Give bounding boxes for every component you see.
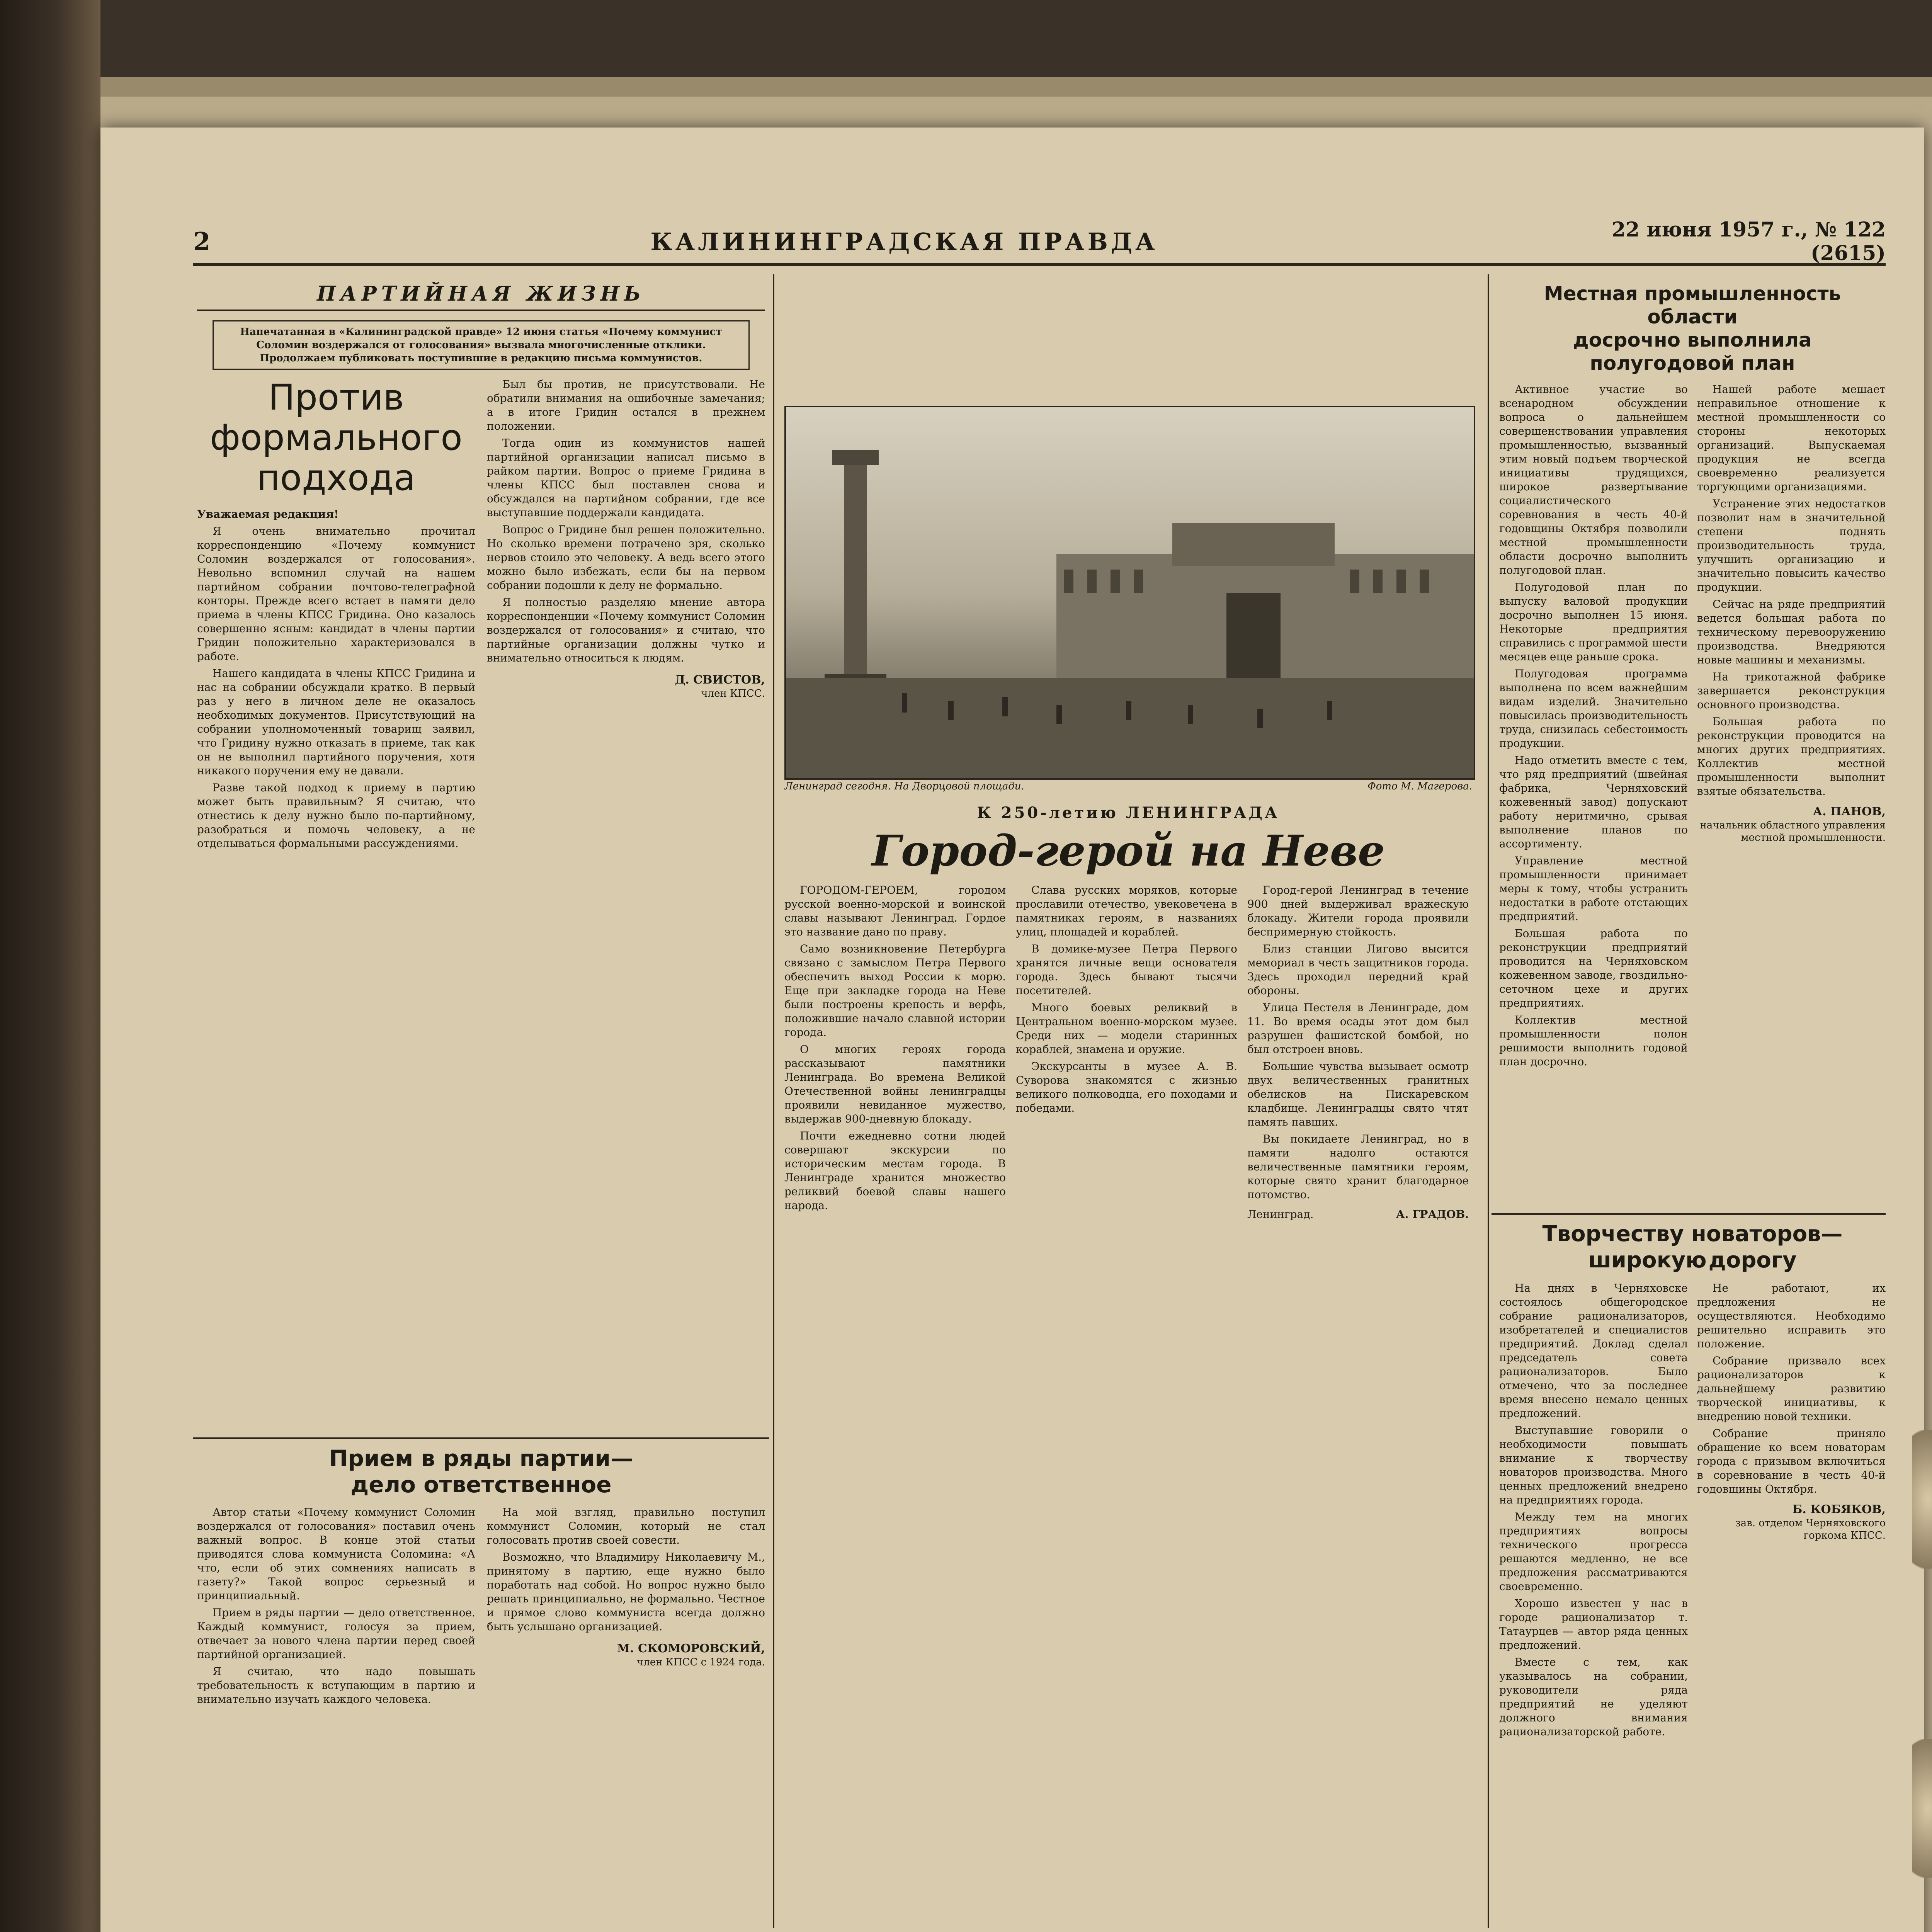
paragraph: О многих героях города рассказывают памятники Ленинграда. Во времена Великой Отечественной войны ленинградцы проявили невиданное мужество, выдержав 900-дневную блокаду. [784,1043,1006,1125]
paragraph: Большие чувства вызывает осмотр двух величественных гранитных обелисков на Пискаревском кладбище. Ленинградцы свято чтят память павших. [1247,1060,1469,1128]
masthead [193,220,1886,266]
page-number: 2 [193,227,211,256]
article-title: Город-герой на Неве [871,826,1385,876]
article-title-line1: Против формального [210,377,463,458]
article-title-line1: Прием в ряды партии— [329,1445,633,1471]
paragraph: Вместе с тем, как указывалось на собрании, руководители ряда предприятий не уделяют должного внимания рационализаторской работе. [1499,1656,1688,1738]
article-title-line2: широкую [1588,1248,1707,1273]
paragraph: Полугодовой план по выпуску валовой продукции досрочно выполнен 15 июня. Некоторые предприятия справились с программой шести месяцев еще раньше срока. [1499,581,1688,663]
paragraph: Я полностью разделяю мнение автора корреспонденции «Почему коммунист Соломин воздержался от голосования» и считаю, что партийные организации должны чутко и внимательно относиться к людям. [487,596,765,664]
paragraph: Собрание приняло обращение ко всем новаторам города с призывом включиться в соревнование в честь 40-й годовщины Октября. [1697,1427,1886,1495]
book-binding-edge [0,0,100,1932]
paragraph: В домике-музее Петра Первого хранятся личные вещи основателя города. Здесь бывают тысячи посетителей. [1016,942,1237,997]
paragraph: Управление местной промышленности принимает меры к тому, чтобы устранить недостатки в работе отстающих предприятий. [1499,854,1688,923]
paragraph: Почти ежедневно сотни людей совершают экскурсии по историческим местам города. В Ленинграде хранится множество реликвий боевой славы нашего народа. [784,1129,1006,1212]
paragraph: Сейчас на ряде предприятий ведется большая работа по техническому перевооружению производства. Внедряются новые машины и механизмы. [1697,598,1886,666]
paragraph: Выступавшие говорили о необходимости повышать внимание к творчеству новаторов производства. Много ценных предложений внедрено на предприятиях города. [1499,1424,1688,1506]
author-title: член КПСС с 1924 года. [637,1656,765,1668]
author-title: зав. отделом Черняховского горкома КПСС. [1735,1517,1886,1541]
article-body-col2 [1016,883,1237,1221]
paragraph: Я считаю, что надо повышать требовательность к вступающим в партию и внимательно изучать каждого человека. [197,1665,475,1706]
column-rule [1488,274,1489,1928]
author-signature: Д. СВИСТОВ, [675,673,765,687]
article-body-col3 [1247,883,1469,1221]
paragraph: Нашей работе мешает неправильное отношение к местной промышленности со стороны некоторых организаций. Выпускаемая продукция не всегда своевременно реализуется торгующими организациями. [1697,383,1886,493]
rubric-party-life: ПАРТИЙНАЯ ЖИЗНЬ [197,282,765,311]
binding-clip [1912,1739,1932,1878]
article-body [487,378,765,665]
paragraph: Город-герой Ленинград в течение 900 дней выдерживал вражескую блокаду. Жители города проявили беспримерную стойкость. [1247,884,1469,938]
author-signature: А. ГРАДОВ. [1396,1208,1469,1221]
article-rule [1492,1213,1886,1215]
article-body-right [1697,1281,1886,1496]
paragraph: Вопрос о Гридине был решен положительно. Но сколько времени потрачено зря, сколько нервов стоило это человеку. А ведь всего этого можно было избежать, если бы на первом собрании подошли к делу не формально. [487,523,765,592]
article-body-left [1499,383,1688,1072]
paragraph: Близ станции Лигово высится мемориал в честь защитников города. Здесь проходил передний край обороны. [1247,942,1469,997]
paragraph: ГОРОДОМ-ГЕРОЕМ, городом русской военно-морской и воинской славы называют Ленинград. Гордое это название дано по праву. [784,884,1006,938]
paragraph: На днях в Черняховске состоялось общегородское собрание рационализаторов, изобретателей и специалистов предприятий. Доклад сделал председатель совета рационализаторов. Было отмечено, что за последнее время внесено немало ценных предложений. [1499,1282,1688,1420]
article-title-line1: Местная промышленность области [1544,282,1841,328]
paragraph: Большая работа по реконструкции проводится на многих других предприятиях. Коллектив местной промышленности выполнит взятые обязательства. [1697,715,1886,798]
paragraph: Прием в ряды партии — дело ответственное. Каждый коммунист, голосуя за прием, отвечает за нового члена партии перед своей партийной организацией. [197,1606,475,1661]
local-industry-article [1499,282,1886,1209]
paragraph: Активное участие во всенародном обсуждении вопроса о дальнейшем совершенствовании управления промышленностью, вызванный этим новый подъем творческой инициативы трудящихся, широкое развертывание социалистического соревнования в честь 40-й годовщины Октября позволили местной промышленности области досрочно выполнить полугодовой план. [1499,383,1688,577]
party-life-section [197,282,765,1434]
paragraph: Улица Пестеля в Ленинграде, дом 11. Во время осады этот дом был разрушен фашистской бомбой, но был отстроен вновь. [1247,1001,1469,1056]
author-signature: М. СКОМОРОВСКИЙ, [617,1642,765,1655]
paragraph: Хорошо известен у нас в городе рационализатор т. Татаурцев — автор ряда ценных предложений. [1499,1597,1688,1651]
article-title-line1: Творчеству новаторов— [1542,1221,1843,1247]
paragraph: Полугодовая программа выполнена по всем важнейшим видам изделий. Значительно повысилась производительность труда, снизилась себестоимость продукции. [1499,667,1688,750]
dateline: Ленинград. [1247,1208,1314,1221]
article-rule [193,1437,769,1439]
paragraph: Нашего кандидата в члены КПСС Гридина и нас на собрании обсуждали кратко. В первый раз у него в личном деле не оказалось необходимых документов. Присутствующий на собрании уполномоченный товарищ заявил, что Гридину нужно отказать в приеме, так как он не выполнил партийного поручения, хотя никакого поручения ему не давали. [197,667,475,777]
paragraph: Экскурсанты в музее А. В. Суворова знакомятся с жизнью великого полководца, его походами и победами. [1016,1060,1237,1114]
article-body [487,1505,765,1634]
paragraph: Между тем на многих предприятиях вопросы технического прогресса решаются медленно, не все предложения рассматриваются своевременно. [1499,1510,1688,1593]
article-body [197,524,475,850]
author-signature: Б. КОБЯКОВ, [1792,1503,1886,1516]
photo-drawing [786,407,1474,778]
binding-clip [1912,1430,1932,1569]
salutation: Уважаемая редакция! [197,508,339,520]
author-signature: А. ПАНОВ, [1813,805,1886,818]
article-formal-right [487,378,765,854]
paragraph: Тогда один из коммунистов нашей партийной организации написал письмо в райком партии. Вопрос о приеме Гридина в члены КПСС был поставлен снова и обсуждался на партийном собрании, где все выступавшие поддержали кандидата. [487,437,765,519]
article-title-line2: досрочно выполнила полугодовой план [1573,329,1812,374]
paragraph: Автор статьи «Почему коммунист Соломин воздержался от голосования» поставил очень важный вопрос. В конце этой статьи приводятся слова коммуниста Соломина: «А что, если об этих сомнениях написать в газету?» Такой вопрос серьезный и принципиальный. [197,1506,475,1602]
article-title-line3: дорогу [1708,1248,1797,1273]
paragraph: Собрание призвало всех рационализаторов к дальнейшему развитию творческой инициативы, к внедрению новой техники. [1697,1354,1886,1423]
paragraph: На мой взгляд, правильно поступил коммунист Соломин, который не стал голосовать против своей совести. [487,1506,765,1546]
paper-name: КАЛИНИНГРАДСКАЯ ПРАВДА [650,227,1158,256]
paragraph: Устранение этих недостатков позволит нам в значительной степени поднять производительность труда, улучшить организацию и значительно повысить качество продукции. [1697,497,1886,594]
paragraph: Большая работа по реконструкции предприятий проводится на Черняховском кожевенном заводе, гвоздильно-сеточном цехе и других предприятиях. [1499,927,1688,1009]
photo-palace-square [784,406,1475,780]
paragraph: Слава русских моряков, которые прославили отечество, увековечена в памятниках героям, в названиях улиц, площадей и кораблей. [1016,884,1237,938]
photo-caption [784,781,1472,796]
paragraph: Не работают, их предложения не осуществляются. Необходимо решительно исправить это положение. [1697,1282,1886,1350]
author-title: начальник областного управления местной промышленности. [1700,820,1886,844]
column-rule [773,274,774,1928]
paragraph: Возможно, что Владимиру Николаевичу М., принятому в партию, еще нужно было поработать над собой. Но вопрос нужно было решать принципиально, не формально. Честное и прямое слово коммуниста всегда должно быть услышано организацией. [487,1551,765,1633]
paragraph: Много боевых реликвий в Центральном военно-морском музее. Среди них — модели старинных кораблей, знамена и оружие. [1016,1001,1237,1056]
paragraph: Разве такой подход к приему в партию может быть правильным? Я считаю, что отнестись к делу нужно было по-партийному, разобраться и помочь человеку, а не отделываться формальными рассуждениями. [197,781,475,850]
photo-credit: Фото М. Магерова. [1367,781,1472,792]
article-body-right [1697,383,1886,798]
leningrad-article [784,804,1472,1928]
article-kicker: К 250-летию ЛЕНИНГРАДА [977,804,1280,822]
author-title: член КПСС. [701,688,765,699]
issue-date: 22 июня 1957 г., № 122 (2615) [1611,218,1886,265]
paragraph: Надо отметить вместе с тем, что ряд предприятий (швейная фабрика, Черняховский кожевенный завод) допускают работу неритмично, срывая выполнение планов по ассортименту. [1499,754,1688,850]
photo-caption-text: Ленинград сегодня. На Дворцовой площади. [784,781,1024,792]
paragraph: На трикотажной фабрике завершается реконструкция основного производства. [1697,670,1886,711]
article-body-left [1499,1281,1688,1742]
article-title-line2: подхода [257,457,416,498]
article-formal-left [197,378,475,854]
article-body-col1 [784,883,1006,1221]
paragraph: Вы покидаете Ленинград, но в памяти надолго остаются величественные памятники героям, которые свято хранит благодарное потомство. [1247,1133,1469,1201]
innovators-article [1499,1221,1886,1928]
paragraph: Само возникновение Петербурга связано с замыслом Петра Первого обеспечить выход России к морю. Еще при закладке города на Неве были построены крепость и верфь, положившие начало славной истории города. [784,942,1006,1039]
paragraph: Я очень внимательно прочитал корреспонденцию «Почему коммунист Соломин воздержался от голосования». Невольно вспомнил случай на нашем партийном собрании почтово-телеграфной конторы. Прежде всего встает в памяти дело приема в члены КПСС Гридина. Оно казалось совершенно ясным: кандидат в члены партии Гридин положительно характеризовался в работе. [197,525,475,663]
article-body [197,1505,475,1709]
paragraph: Был бы против, не присутствовали. Не обратили внимания на ошибочные замечания; а в итоге Гридин остался в прежнем положении. [487,378,765,432]
article-title-line2: дело ответственное [350,1471,612,1498]
editorial-note: Напечатанная в «Калининградской правде» 12 июня статья «Почему коммунист Соломин воздержался от голосования» вызвала многочисленные отклики. Продолжаем публиковать поступившие в редакцию письма коммунистов. [213,320,750,370]
article-admission [197,1445,765,1924]
paragraph: Коллектив местной промышленности полон решимости выполнить годовой план досрочно. [1499,1014,1688,1068]
newspaper-page [100,128,1924,1932]
